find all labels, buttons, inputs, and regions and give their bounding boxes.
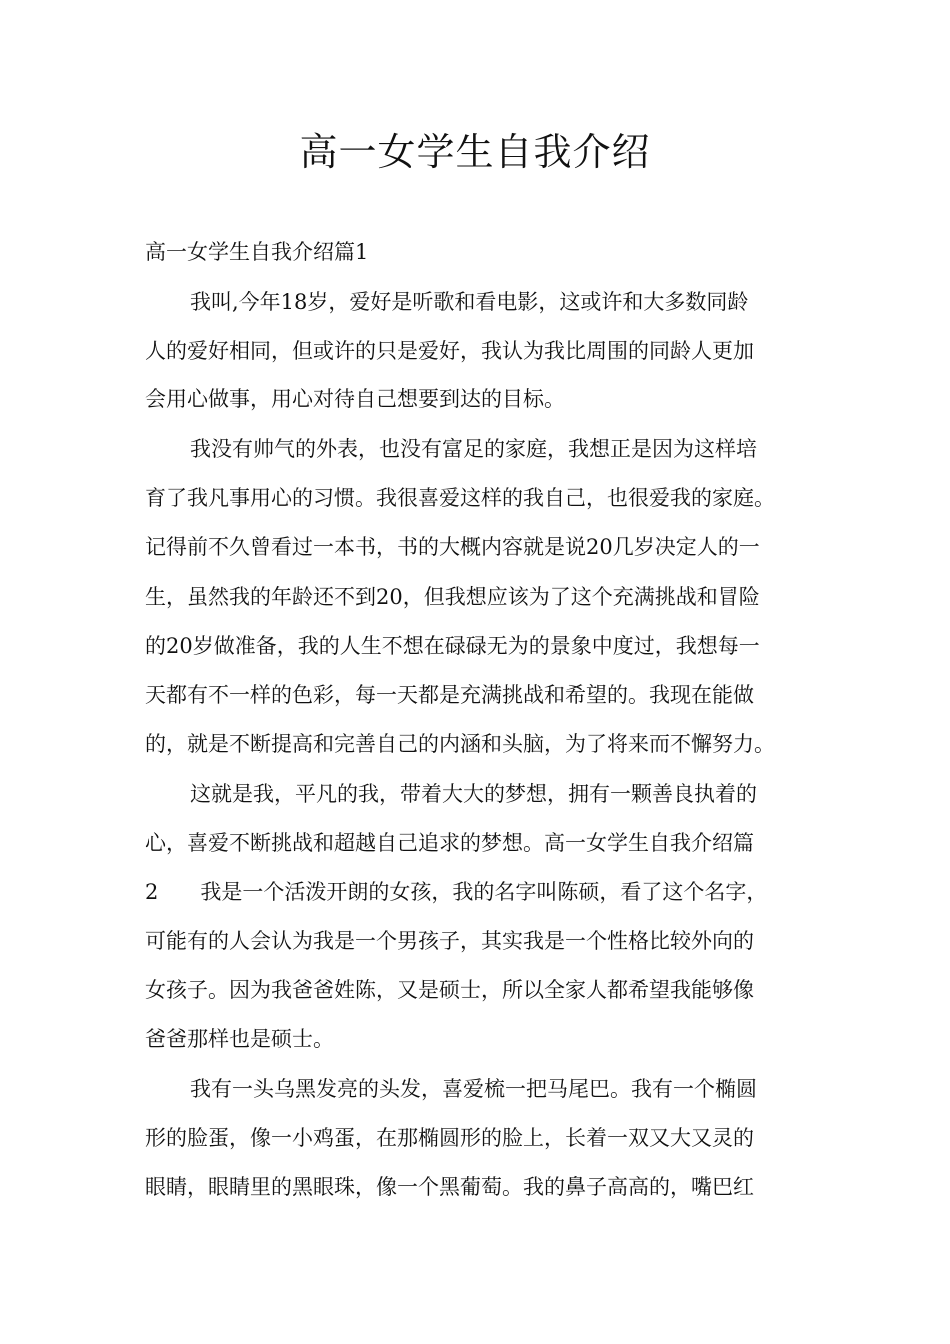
- text-line: 可能有的人会认为我是一个男孩子，其实我是一个性格比较外向的: [145, 929, 754, 953]
- text-line: 心，喜爱不断挑战和超越自己追求的梦想。高一女学生自我介绍篇: [145, 831, 754, 855]
- text-line: 这就是我，平凡的我，带着大大的梦想，拥有一颗善良执着的: [190, 782, 757, 806]
- section-heading: 高一女学生自我介绍篇1: [145, 240, 369, 264]
- text-line: 生，虽然我的年龄还不到20，但我想应该为了这个充满挑战和冒险: [145, 585, 760, 609]
- text-line: 我叫,今年18岁，爱好是听歌和看电影，这或许和大多数同龄: [190, 290, 749, 314]
- text-line: 天都有不一样的色彩，每一天都是充满挑战和希望的。我现在能做: [145, 683, 754, 707]
- text-line: 形的脸蛋，像一小鸡蛋，在那椭圆形的脸上，长着一双又大又灵的: [145, 1126, 754, 1150]
- document-title: 高一女学生自我介绍: [299, 130, 651, 174]
- text-line: 我有一头乌黑发亮的头发，喜爱梳一把马尾巴。我有一个椭圆: [190, 1077, 757, 1101]
- text-line: 眼睛，眼睛里的黑眼珠，像一个黑葡萄。我的鼻子高高的，嘴巴红: [145, 1175, 754, 1199]
- text-line: 女孩子。因为我爸爸姓陈，又是硕士，所以全家人都希望我能够像: [145, 978, 754, 1002]
- text-line: 的20岁做准备，我的人生不想在碌碌无为的景象中度过，我想每一: [145, 634, 760, 658]
- text-line: 的，就是不断提高和完善自己的内涵和头脑，为了将来而不懈努力。: [145, 732, 775, 756]
- text-line: 人的爱好相同，但或许的只是爱好，我认为我比周围的同龄人更加: [145, 339, 754, 363]
- text-line: 育了我凡事用心的习惯。我很喜爱这样的我自己，也很爱我的家庭。: [145, 486, 775, 510]
- text-line: 会用心做事，用心对待自己想要到达的目标。: [145, 387, 565, 411]
- text-line: 我没有帅气的外表，也没有富足的家庭，我想正是因为这样培: [190, 437, 757, 461]
- text-line: 记得前不久曾看过一本书，书的大概内容就是说20几岁决定人的一: [145, 535, 760, 559]
- text-line: 爸爸那样也是硕士。: [145, 1027, 334, 1051]
- text-line: 2 我是一个活泼开朗的女孩，我的名字叫陈硕，看了这个名字，: [145, 880, 768, 904]
